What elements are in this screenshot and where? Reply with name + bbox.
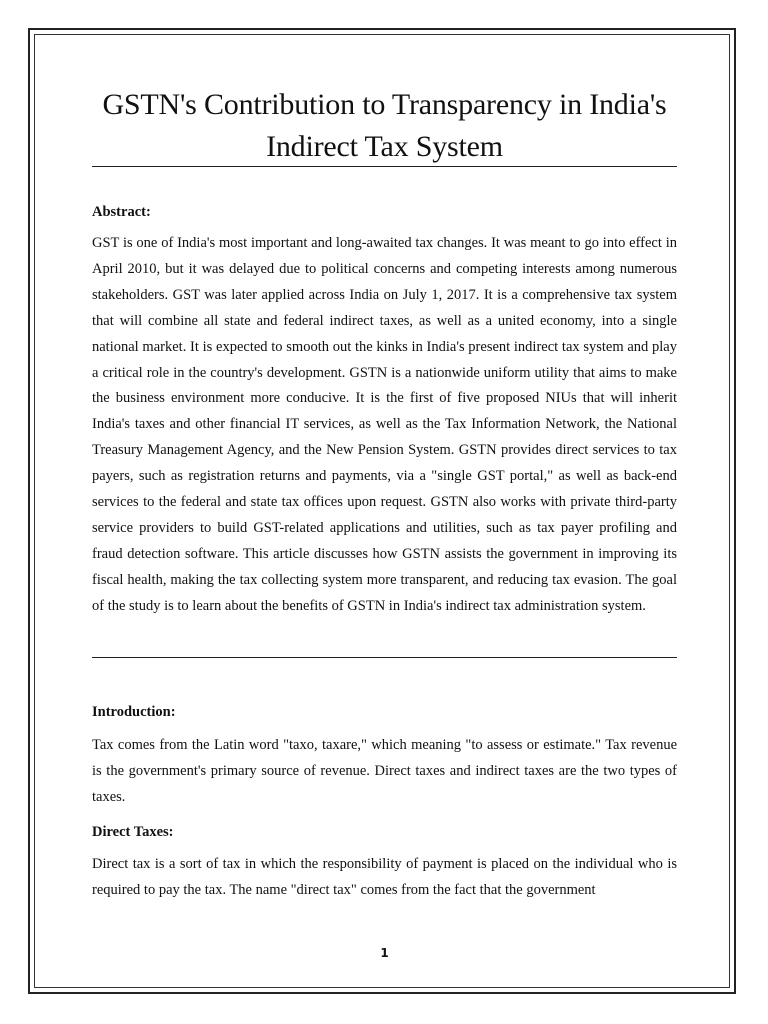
direct-taxes-heading: Direct Taxes: <box>92 824 174 840</box>
title-divider <box>92 166 677 167</box>
introduction-heading: Introduction: <box>92 704 176 720</box>
abstract-divider <box>92 657 677 658</box>
title-line-1: GSTN's Contribution to Transparency in India's <box>102 88 667 121</box>
abstract-paragraph: GST is one of India's most important and long-awaited tax changes. It was meant to go into effect in April 2010, but it was delayed due to political concerns and competing interests among numerous stakeholders. GST was later applied across India on July 1, 2017. It is a comprehensive tax system that will combine all state and federal indirect taxes, as well as a united economy, into a single national market. It is expected to smooth out the kinks in India's present indirect tax system and play a critical role in the country's development. GSTN is a nationwide uniform utility that aims to make the business environment more conducive. It is the first of five proposed NIUs that will inherit India's taxes and other financial IT services, as well as the Tax Information Network, the National Treasury Management Agency, and the New Pension System. GSTN provides direct services to tax payers, such as registration returns and payments, via a "single GST portal," as well as back-end services to the federal and state tax offices upon request. GSTN also works with private third-party service providers to build GST-related applications and utilities, such as tax payer profiling and fraud detection software. This article discusses how GSTN assists the government in improving its fiscal health, making the tax collecting system more transparent, and reducing tax evasion. The goal of the study is to learn about the benefits of GSTN in India's indirect tax administration system. <box>92 235 677 614</box>
title-line-2: Indirect Tax System <box>266 130 503 163</box>
introduction-paragraph: Tax comes from the Latin word "taxo, taxare," which meaning "to assess or estimate." Tax revenue is the government's primary source of revenue. Direct taxes and indirect taxes are the two types of taxes. <box>92 737 677 805</box>
direct-taxes-paragraph: Direct tax is a sort of tax in which the responsibility of payment is placed on the individual who is required to pay the tax. The name "direct tax" comes from the fact that the government <box>92 856 677 898</box>
document-title <box>92 84 677 168</box>
page-number: 1 <box>380 946 389 960</box>
abstract-heading: Abstract: <box>92 204 151 220</box>
